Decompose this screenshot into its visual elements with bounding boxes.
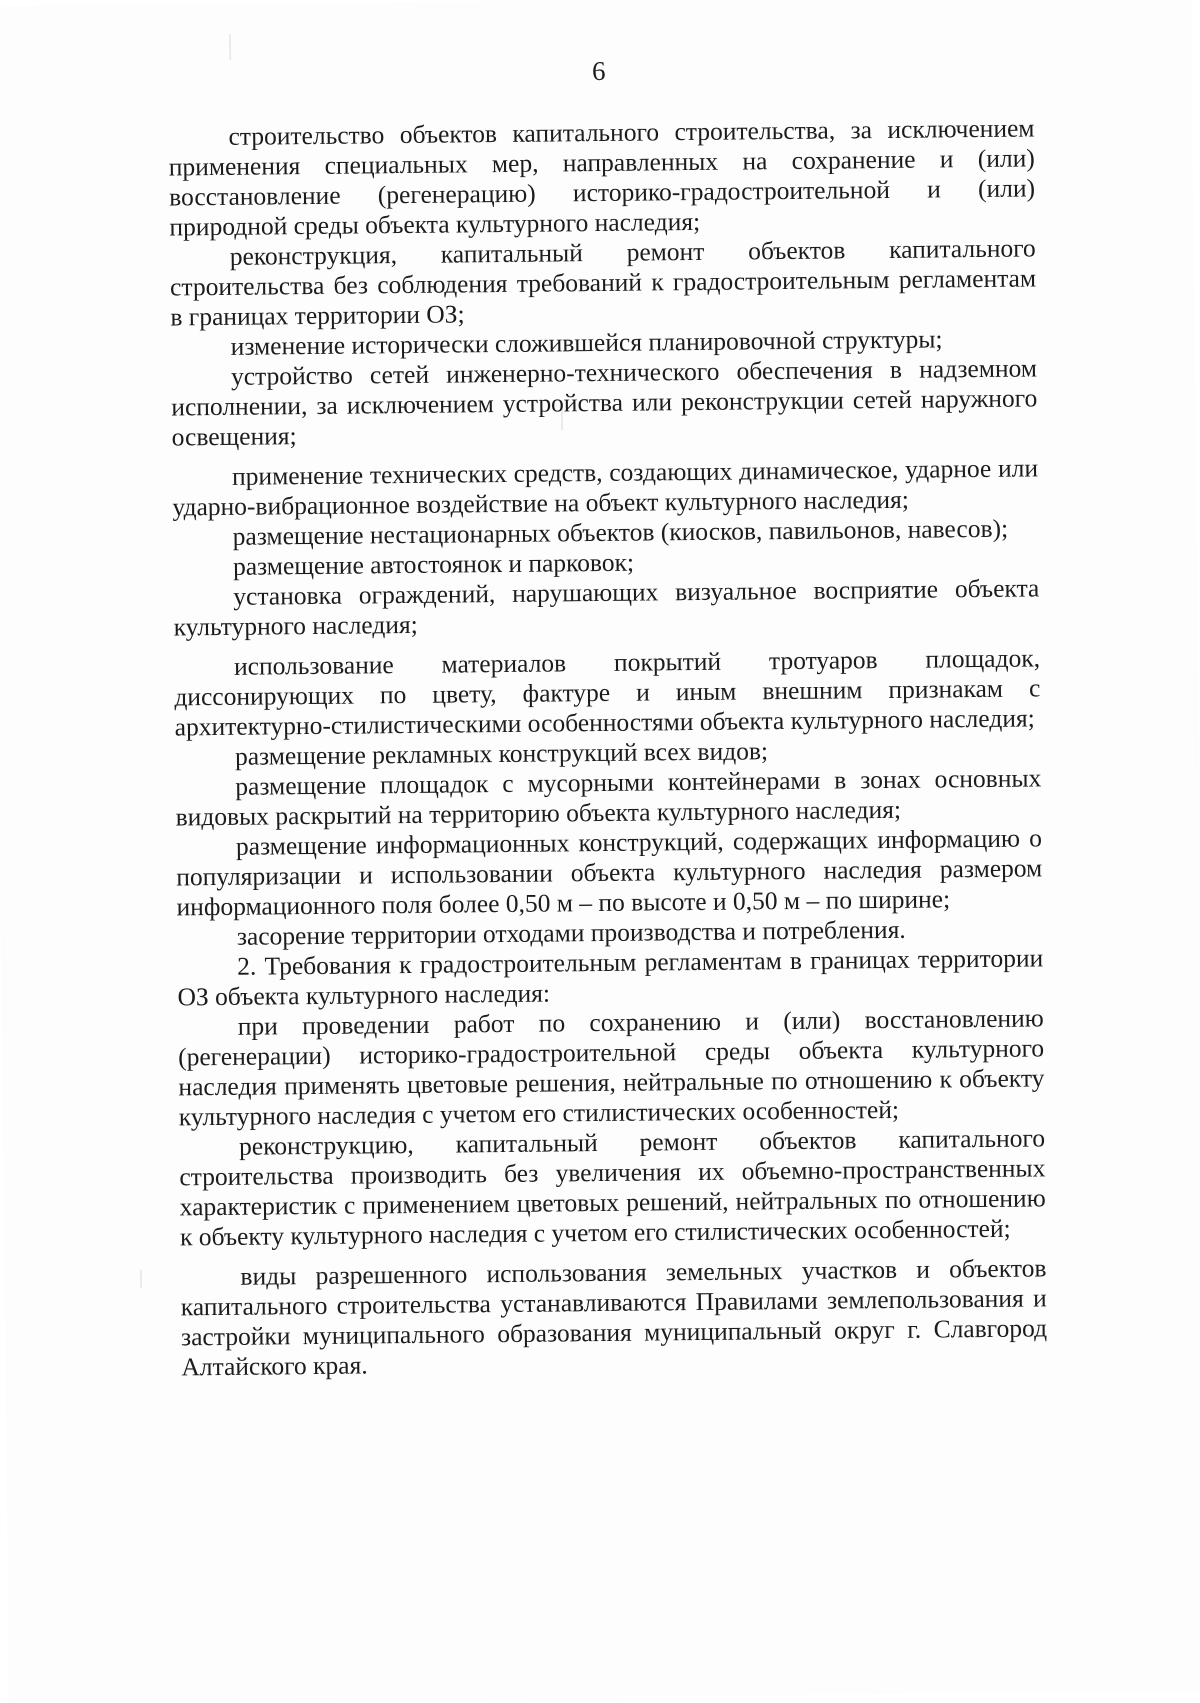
paragraph-planning-structure: изменение исторически сложившейся планировочной структуры; <box>230 324 943 361</box>
paragraph-waste-containers: размещение площадок с мусорными контейнерами в зонах основных видовых раскрытий на территорию объекта культурного наследия; <box>175 763 1042 832</box>
paragraph-advertising: размещение рекламных конструкций всех видов; <box>234 736 769 771</box>
paragraph-technical-means: применение технических средств, создающих динамическое, ударное или ударно-вибрационное воздействие на объект культурного наследия; <box>172 453 1039 522</box>
scan-artifact <box>229 34 230 60</box>
paragraph-fences: установка ограждений, нарушающих визуальное восприятие объекта культурного наследия; <box>173 573 1040 642</box>
paragraph-reconstruction-requirements: реконструкцию, капитальный ремонт объектов капитального строительства производить без увеличения их объемно-пространственных характеристик с применением цветовых решений, нейтральных по отношению к объекту культурного наследия с учетом его стилистических особенностей; <box>179 1123 1046 1252</box>
paragraph-color-solutions: при проведении работ по сохранению и (или) восстановлению (регенерации) историко-градостроительной среды объекта культурного наследия применять цветовые решения, нейтральные по отношению к объекту культурного наследия с учетом его стилистических особенностей; <box>177 1003 1045 1132</box>
paragraph-engineering-networks: устройство сетей инженерно-технического обеспечения в надземном исполнении, за исключением устройства или реконструкции сетей наружного освещения; <box>171 353 1038 452</box>
paragraph-information-structures: размещение информационных конструкций, содержащих информацию о популяризации и использовании объекта культурного наследия размером информационного поля более 0,50 м – по высоте и 0,50 м – по ширине; <box>176 823 1043 922</box>
document-body <box>168 113 1047 1382</box>
paragraph-littering: засорение территории отходами производства и потребления. <box>236 914 906 951</box>
paragraph-construction: строительство объектов капитального строительства, за исключением применения специальных мер, направленных на сохранение и (или) восстановление (регенерацию) историко-градостроительной и (или) природной среды объекта культурного наследия; <box>168 113 1036 242</box>
paragraph-reconstruction: реконструкция, капитальный ремонт объектов капитального строительства без соблюдения требований к градостроительным регламентам в границах территории ОЗ; <box>169 233 1037 332</box>
paragraph-non-stationary-objects: размещение нестационарных объектов (киосков, павильонов, навесов); <box>232 513 1009 551</box>
paragraph-requirements-heading: 2. Требования к градостроительным регламентам в границах территории ОЗ объекта культурного наследия: <box>177 943 1044 1012</box>
paragraph-paving-materials: использование материалов покрытий тротуаров площадок, диссонирующих по цвету, фактуре и иным внешним признакам с архитектурно-стилистическими особенностями объекта культурного наследия; <box>174 643 1041 742</box>
paragraph-permitted-use: виды разрешенного использования земельных участков и объектов капитального строительства устанавливаются Правилами землепользования и застройки муниципального образования муниципальный округ г. Славгород Алтайского края. <box>180 1253 1048 1382</box>
paragraph-parking: размещение автостоянок и парковок; <box>232 547 635 581</box>
scan-artifact <box>140 1270 141 1288</box>
page-number: 6 <box>591 55 606 87</box>
